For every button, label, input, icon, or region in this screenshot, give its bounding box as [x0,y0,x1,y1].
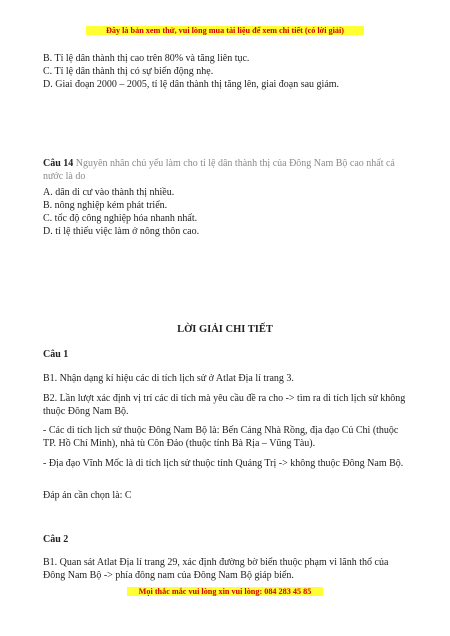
q14-option-a: A. dân di cư vào thành thị nhiều. [43,187,175,198]
q14-option-c: C. tốc độ công nghiệp hóa nhanh nhất. [43,213,198,224]
prev-option-c: C. Tỉ lệ dân thành thị có sự biến động nhẹ. [43,66,214,77]
cau1-heading: Câu 1 [43,349,69,360]
contact-banner: Mọi thắc mắc vui lòng xin vui lòng: 084 283 45 85 [127,587,323,596]
cau1-answer: Đáp án cần chọn là: C [43,490,132,501]
q14-option-b: B. nông nghiệp kém phát triển. [43,200,168,211]
question-14 [43,158,411,183]
solution-title: LỜI GIẢI CHI TIẾT [177,324,273,335]
prev-option-d: D. Giai đoạn 2000 – 2005, tỉ lệ dân thành thị tăng lên, giai đoạn sau giảm. [43,79,340,90]
q14-option-d: D. tỉ lệ thiếu việc làm ở nông thôn cao. [43,226,200,237]
preview-banner: Đây là bản xem thử, vui lòng mua tài liệu để xem chi tiết (có lời giải) [86,26,364,35]
cau1-step1: B1. Nhận dạng kí hiệu các di tích lịch sử ở Atlat Địa lí trang 3. [43,373,294,384]
cau1-note2: - Địa đạo Vĩnh Mốc là di tích lịch sử thuộc tỉnh Quảng Trị -> không thuộc Đông Nam Bộ. [43,458,404,469]
cau1-note1: - Các di tích lịch sử thuộc Đông Nam Bộ là: Bến Cảng Nhà Rồng, địa đạo Củ Chi (thuộc TP. Hồ Chí Minh), nhà tù Côn Đảo (thuộc tỉnh Bà Rịa – Vũng Tàu). [43,425,399,449]
cau2-heading: Câu 2 [43,534,69,545]
prev-option-b: B. Tỉ lệ dân thành thị cao trên 80% và tăng liên tục. [43,53,250,64]
question-14-text: Nguyên nhân chủ yếu làm cho tỉ lệ dân thành thị của Đông Nam Bộ cao nhất cả nước là do [43,158,395,182]
cau2-step1: B1. Quan sát Atlat Địa lí trang 29, xác định đường bờ biển thuộc phạm vi lãnh thổ của Đông Nam Bộ -> phía đông nam của Đông Nam Bộ giáp biển. [43,557,389,581]
question-14-label: Câu 14 [43,158,74,169]
cau1-step2: B2. Lần lượt xác định vị trí các di tích mà yêu cầu đề ra cho -> tìm ra di tích lịch sử không thuộc Đông Nam Bộ. [43,393,406,417]
